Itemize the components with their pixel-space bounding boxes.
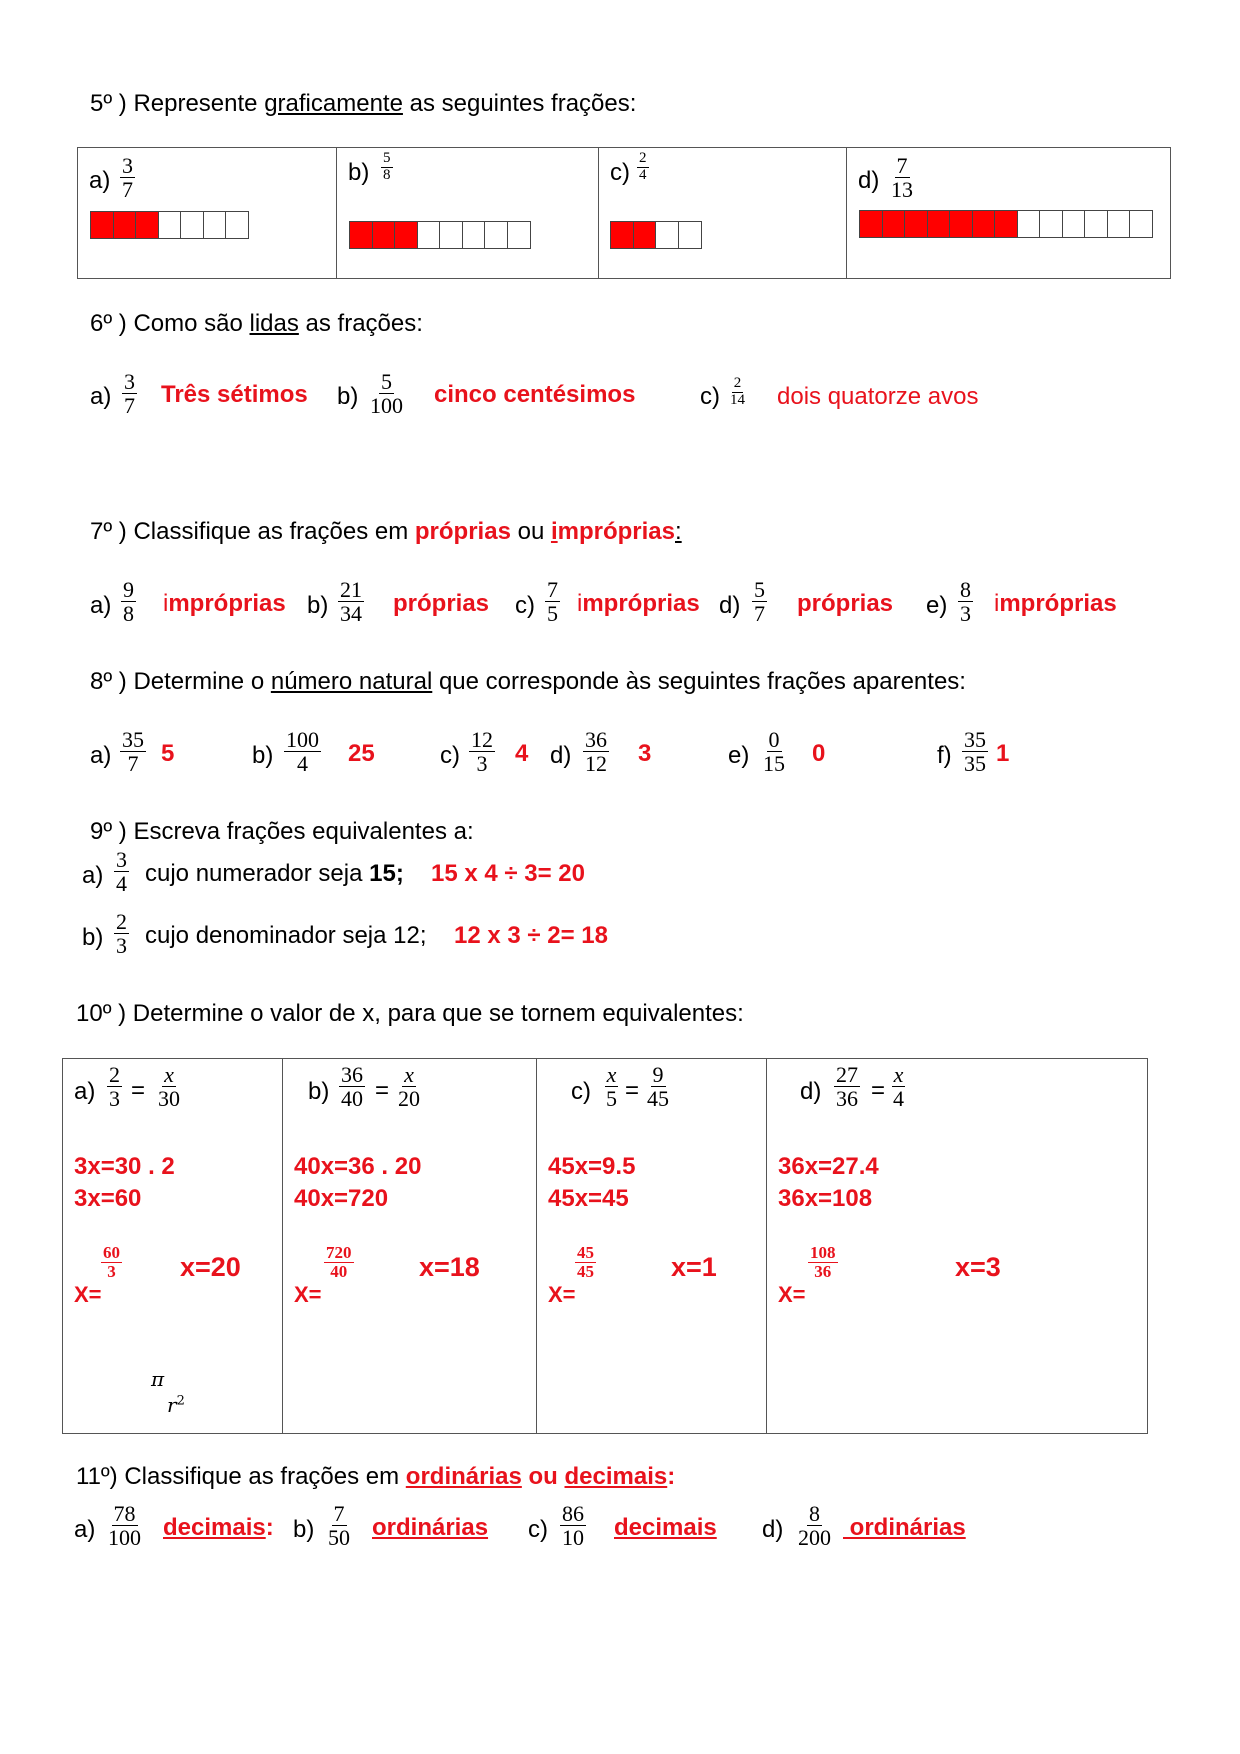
working: 36x=27.4 36x=108 xyxy=(778,1153,879,1212)
fraction: $\frac{27}{36}$ xyxy=(836,1062,858,1112)
result: x=3 xyxy=(955,1252,1001,1282)
result: x=20 xyxy=(180,1252,241,1282)
q10-heading: 10º ) Determine o valor de x, para que se tornem equivalentes: xyxy=(76,1000,744,1027)
bar-cell-empty xyxy=(678,221,702,249)
bar-cell-filled xyxy=(113,211,137,239)
fraction-bar xyxy=(859,210,1152,238)
answer: 1 xyxy=(996,740,1010,767)
fraction: $\frac{12}{3}$ xyxy=(471,727,493,777)
fraction: $\frac{3}{7}$ xyxy=(122,153,133,203)
fraction: $\frac{21}{34}$ xyxy=(340,577,362,627)
bar-cell-filled xyxy=(372,221,396,249)
answer: 12 x 3 ÷ 2= 18 xyxy=(454,922,608,949)
bar-cell-filled xyxy=(949,210,973,238)
working: 3x=30 . 2 3x=60 xyxy=(74,1153,175,1212)
fraction: $\frac{2}{14}$ xyxy=(730,375,745,408)
fraction: $\frac{7}{13}$ xyxy=(891,153,913,203)
fraction: $\frac{36}{40}$ xyxy=(341,1062,363,1112)
fraction: $\frac{9}{45}$ xyxy=(647,1062,669,1112)
bar-cell-empty xyxy=(462,221,486,249)
bar-cell-filled xyxy=(859,210,883,238)
q5-cell-c: c) $\frac{2}{4}$ xyxy=(599,148,847,279)
answer: 25 xyxy=(348,740,375,767)
fraction: $\frac{5}{7}$ xyxy=(754,577,765,627)
answer: próprias xyxy=(393,590,490,617)
bar-cell-filled xyxy=(349,221,373,249)
answer: decimais xyxy=(614,1514,717,1541)
answer: 5 xyxy=(161,740,175,767)
fraction: $\frac{3}{4}$ xyxy=(116,847,127,897)
stray-r-squared: $r^2$ xyxy=(167,1393,185,1417)
q9-heading: 9º ) Escreva frações equivalentes a: xyxy=(90,818,474,845)
fraction: $\frac{108}{36}$ xyxy=(810,1243,836,1281)
worksheet-page: 5º ) Represente graficamente as seguintes frações: a) $\frac{3}{7}$ b) $\frac{5}{8}$ c) $\frac{2}{4}$ d) $\frac{7}{13}$ 6º ) Como são lidas as frações: a) $\frac{3}{7}$ Três sétimos b) $\frac{5}{100}$ cinco centésimos c) $\frac{2}{14}$ dois quatorze avos 7º ) Classifique as frações em próprias ou impróprias: a) $\frac{9}{8}$ impróprias b) $\frac{21}{34}$ próprias c) $\frac{7}{5}$ impróprias d) $\frac{5}{7}$ próprias e) $\frac{8}{3}$ impróprias 8º ) Determine o número natural que corresponde às seguintes frações aparentes: a) $\frac{35}{7}$ 5 b) $\frac{100}{4}$ 25 c) $\frac{12}{3}$ 4 d) $\frac{36}{12}$ 3 e) $\frac{0}{15}$ 0 f) $\frac{35}{35}$ 1 9º ) Escreva frações equivalentes a: a) $\frac{3}{4}$ cujo numerador seja 15; 15 x 4 ÷ 3= 20 b) $\frac{2}{3}$ cujo denominador seja 12; 12 x 3 ÷ 2= 18 10º ) Determine o valor de x, para que se tornem equivalentes: a) $\frac{2}{3}$ = $\frac{x}{30}$ 3x=30 . 2 3x=60 X= $\frac{60}{3}$ x=20 π $r^2$ b) $\frac{36}{40}$ = $\frac{x}{20}$ 40x=36 . 20 40x=720 X= $\frac{720}{40}$ x=18 c) $\frac{x}{5}$ = $\frac{9}{45}$ 45x=9.5 45x=45 X= $\frac{45}{45}$ x=1 d) $\frac{27}{36}$ = $\frac{x}{4}$ 36x=27.4 36x=108 X= $\frac{108}{36}$ x=3 11º) Classifique as frações em ordinárias ou decimais: a) $\frac{78}{100}$ decimais: b) $\frac{7}{50}$ ordinárias c) $\frac{86}{10}$ decimais d) $\frac{8}{200}$ ordinárias xyxy=(0,0,1240,1754)
bar-cell-empty xyxy=(1062,210,1086,238)
fraction-bar xyxy=(610,221,700,249)
bar-cell-filled xyxy=(610,221,634,249)
answer: impróprias xyxy=(163,590,286,617)
answer: Três sétimos xyxy=(161,381,308,408)
q10-table xyxy=(62,1058,1148,1434)
answer: 3 xyxy=(638,740,652,767)
q9a-text: cujo numerador seja 15; xyxy=(145,860,404,887)
q5-table xyxy=(77,147,1171,279)
q10-cell-b: b) $\frac{36}{40}$ = $\frac{x}{20}$ 40x=36 . 20 40x=720 X= $\frac{720}{40}$ x=18 xyxy=(283,1059,537,1434)
q11-heading: 11º) Classifique as frações em ordinárias ou decimais: xyxy=(76,1463,676,1490)
fraction: $\frac{2}{4}$ xyxy=(639,150,647,183)
bar-cell-filled xyxy=(904,210,928,238)
bar-cell-empty xyxy=(158,211,182,239)
answer: 0 xyxy=(812,740,826,767)
answer: impróprias xyxy=(994,590,1117,617)
fraction: $\frac{7}{5}$ xyxy=(547,577,558,627)
answer: decimais: xyxy=(163,1514,274,1541)
answer: cinco centésimos xyxy=(434,381,636,408)
answer: dois quatorze avos xyxy=(777,383,979,410)
fraction: $\frac{2}{3}$ xyxy=(109,1062,120,1112)
fraction: $\frac{2}{3}$ xyxy=(116,909,127,959)
fraction: $\frac{x}{20}$ xyxy=(398,1062,420,1112)
bar-cell-filled xyxy=(994,210,1018,238)
answer: ordinárias xyxy=(372,1514,489,1541)
q10-cell-c: c) $\frac{x}{5}$ = $\frac{9}{45}$ 45x=9.5 45x=45 X= $\frac{45}{45}$ x=1 xyxy=(537,1059,767,1434)
q5-cell-a: a) $\frac{3}{7}$ xyxy=(78,148,337,279)
fraction: $\frac{5}{8}$ xyxy=(383,150,391,183)
fraction: $\frac{86}{10}$ xyxy=(562,1501,584,1551)
bar-cell-empty xyxy=(507,221,531,249)
q5-cell-d: d) $\frac{7}{13}$ xyxy=(847,148,1171,279)
answer: 15 x 4 ÷ 3= 20 xyxy=(431,860,585,887)
q7-heading: 7º ) Classifique as frações em próprias ou impróprias: xyxy=(90,518,682,545)
fraction: $\frac{35}{35}$ xyxy=(964,727,986,777)
bar-cell-empty xyxy=(484,221,508,249)
bar-cell-empty xyxy=(1107,210,1131,238)
bar-cell-empty xyxy=(203,211,227,239)
fraction: $\frac{45}{45}$ xyxy=(577,1243,594,1281)
fraction: $\frac{3}{7}$ xyxy=(124,369,135,419)
bar-cell-empty xyxy=(655,221,679,249)
bar-cell-empty xyxy=(1039,210,1063,238)
bar-cell-filled xyxy=(90,211,114,239)
answer: impróprias xyxy=(577,590,700,617)
result: x=18 xyxy=(419,1252,480,1282)
fraction-bar xyxy=(90,211,248,239)
q8-heading: 8º ) Determine o número natural que corresponde às seguintes frações aparentes: xyxy=(90,668,966,695)
fraction: $\frac{x}{4}$ xyxy=(893,1062,904,1112)
answer: 4 xyxy=(515,740,529,767)
fraction: $\frac{78}{100}$ xyxy=(108,1501,141,1551)
bar-cell-filled xyxy=(882,210,906,238)
fraction: $\frac{7}{50}$ xyxy=(328,1501,350,1551)
fraction: $\frac{720}{40}$ xyxy=(326,1243,352,1281)
q5-cell-b: b) $\frac{5}{8}$ xyxy=(337,148,599,279)
fraction: $\frac{0}{15}$ xyxy=(763,727,785,777)
fraction: $\frac{35}{7}$ xyxy=(122,727,144,777)
fraction: $\frac{x}{5}$ xyxy=(606,1062,617,1112)
bar-cell-empty xyxy=(417,221,441,249)
result: x=1 xyxy=(671,1252,717,1282)
answer: próprias xyxy=(797,590,894,617)
fraction: $\frac{5}{100}$ xyxy=(370,369,403,419)
q6-heading: 6º ) Como são lidas as frações: xyxy=(90,310,423,337)
working: 45x=9.5 45x=45 xyxy=(548,1153,636,1212)
bar-cell-filled xyxy=(135,211,159,239)
bar-cell-empty xyxy=(180,211,204,239)
working: 40x=36 . 20 40x=720 xyxy=(294,1153,422,1212)
fraction: $\frac{60}{3}$ xyxy=(103,1243,120,1281)
bar-cell-empty xyxy=(1129,210,1153,238)
bar-cell-filled xyxy=(394,221,418,249)
fraction: $\frac{8}{3}$ xyxy=(960,577,971,627)
stray-pi: π xyxy=(151,1367,165,1391)
fraction: $\frac{100}{4}$ xyxy=(286,727,319,777)
bar-cell-empty xyxy=(225,211,249,239)
q10-cell-d: d) $\frac{27}{36}$ = $\frac{x}{4}$ 36x=27.4 36x=108 X= $\frac{108}{36}$ x=3 xyxy=(767,1059,1148,1434)
bar-cell-filled xyxy=(633,221,657,249)
fraction: $\frac{8}{200}$ xyxy=(798,1501,831,1551)
bar-cell-empty xyxy=(439,221,463,249)
bar-cell-filled xyxy=(972,210,996,238)
bar-cell-empty xyxy=(1017,210,1041,238)
bar-cell-empty xyxy=(1084,210,1108,238)
fraction: $\frac{9}{8}$ xyxy=(123,577,134,627)
bar-cell-filled xyxy=(927,210,951,238)
fraction: $\frac{x}{30}$ xyxy=(158,1062,180,1112)
q9b-text: cujo denominador seja 12; xyxy=(145,922,427,949)
answer: ordinárias xyxy=(843,1514,966,1541)
q5-heading: 5º ) Represente graficamente as seguintes frações: xyxy=(90,90,637,117)
fraction-bar xyxy=(349,221,529,249)
q10-cell-a: a) $\frac{2}{3}$ = $\frac{x}{30}$ 3x=30 . 2 3x=60 X= $\frac{60}{3}$ x=20 π $r^2$ xyxy=(63,1059,283,1434)
fraction: $\frac{36}{12}$ xyxy=(585,727,607,777)
